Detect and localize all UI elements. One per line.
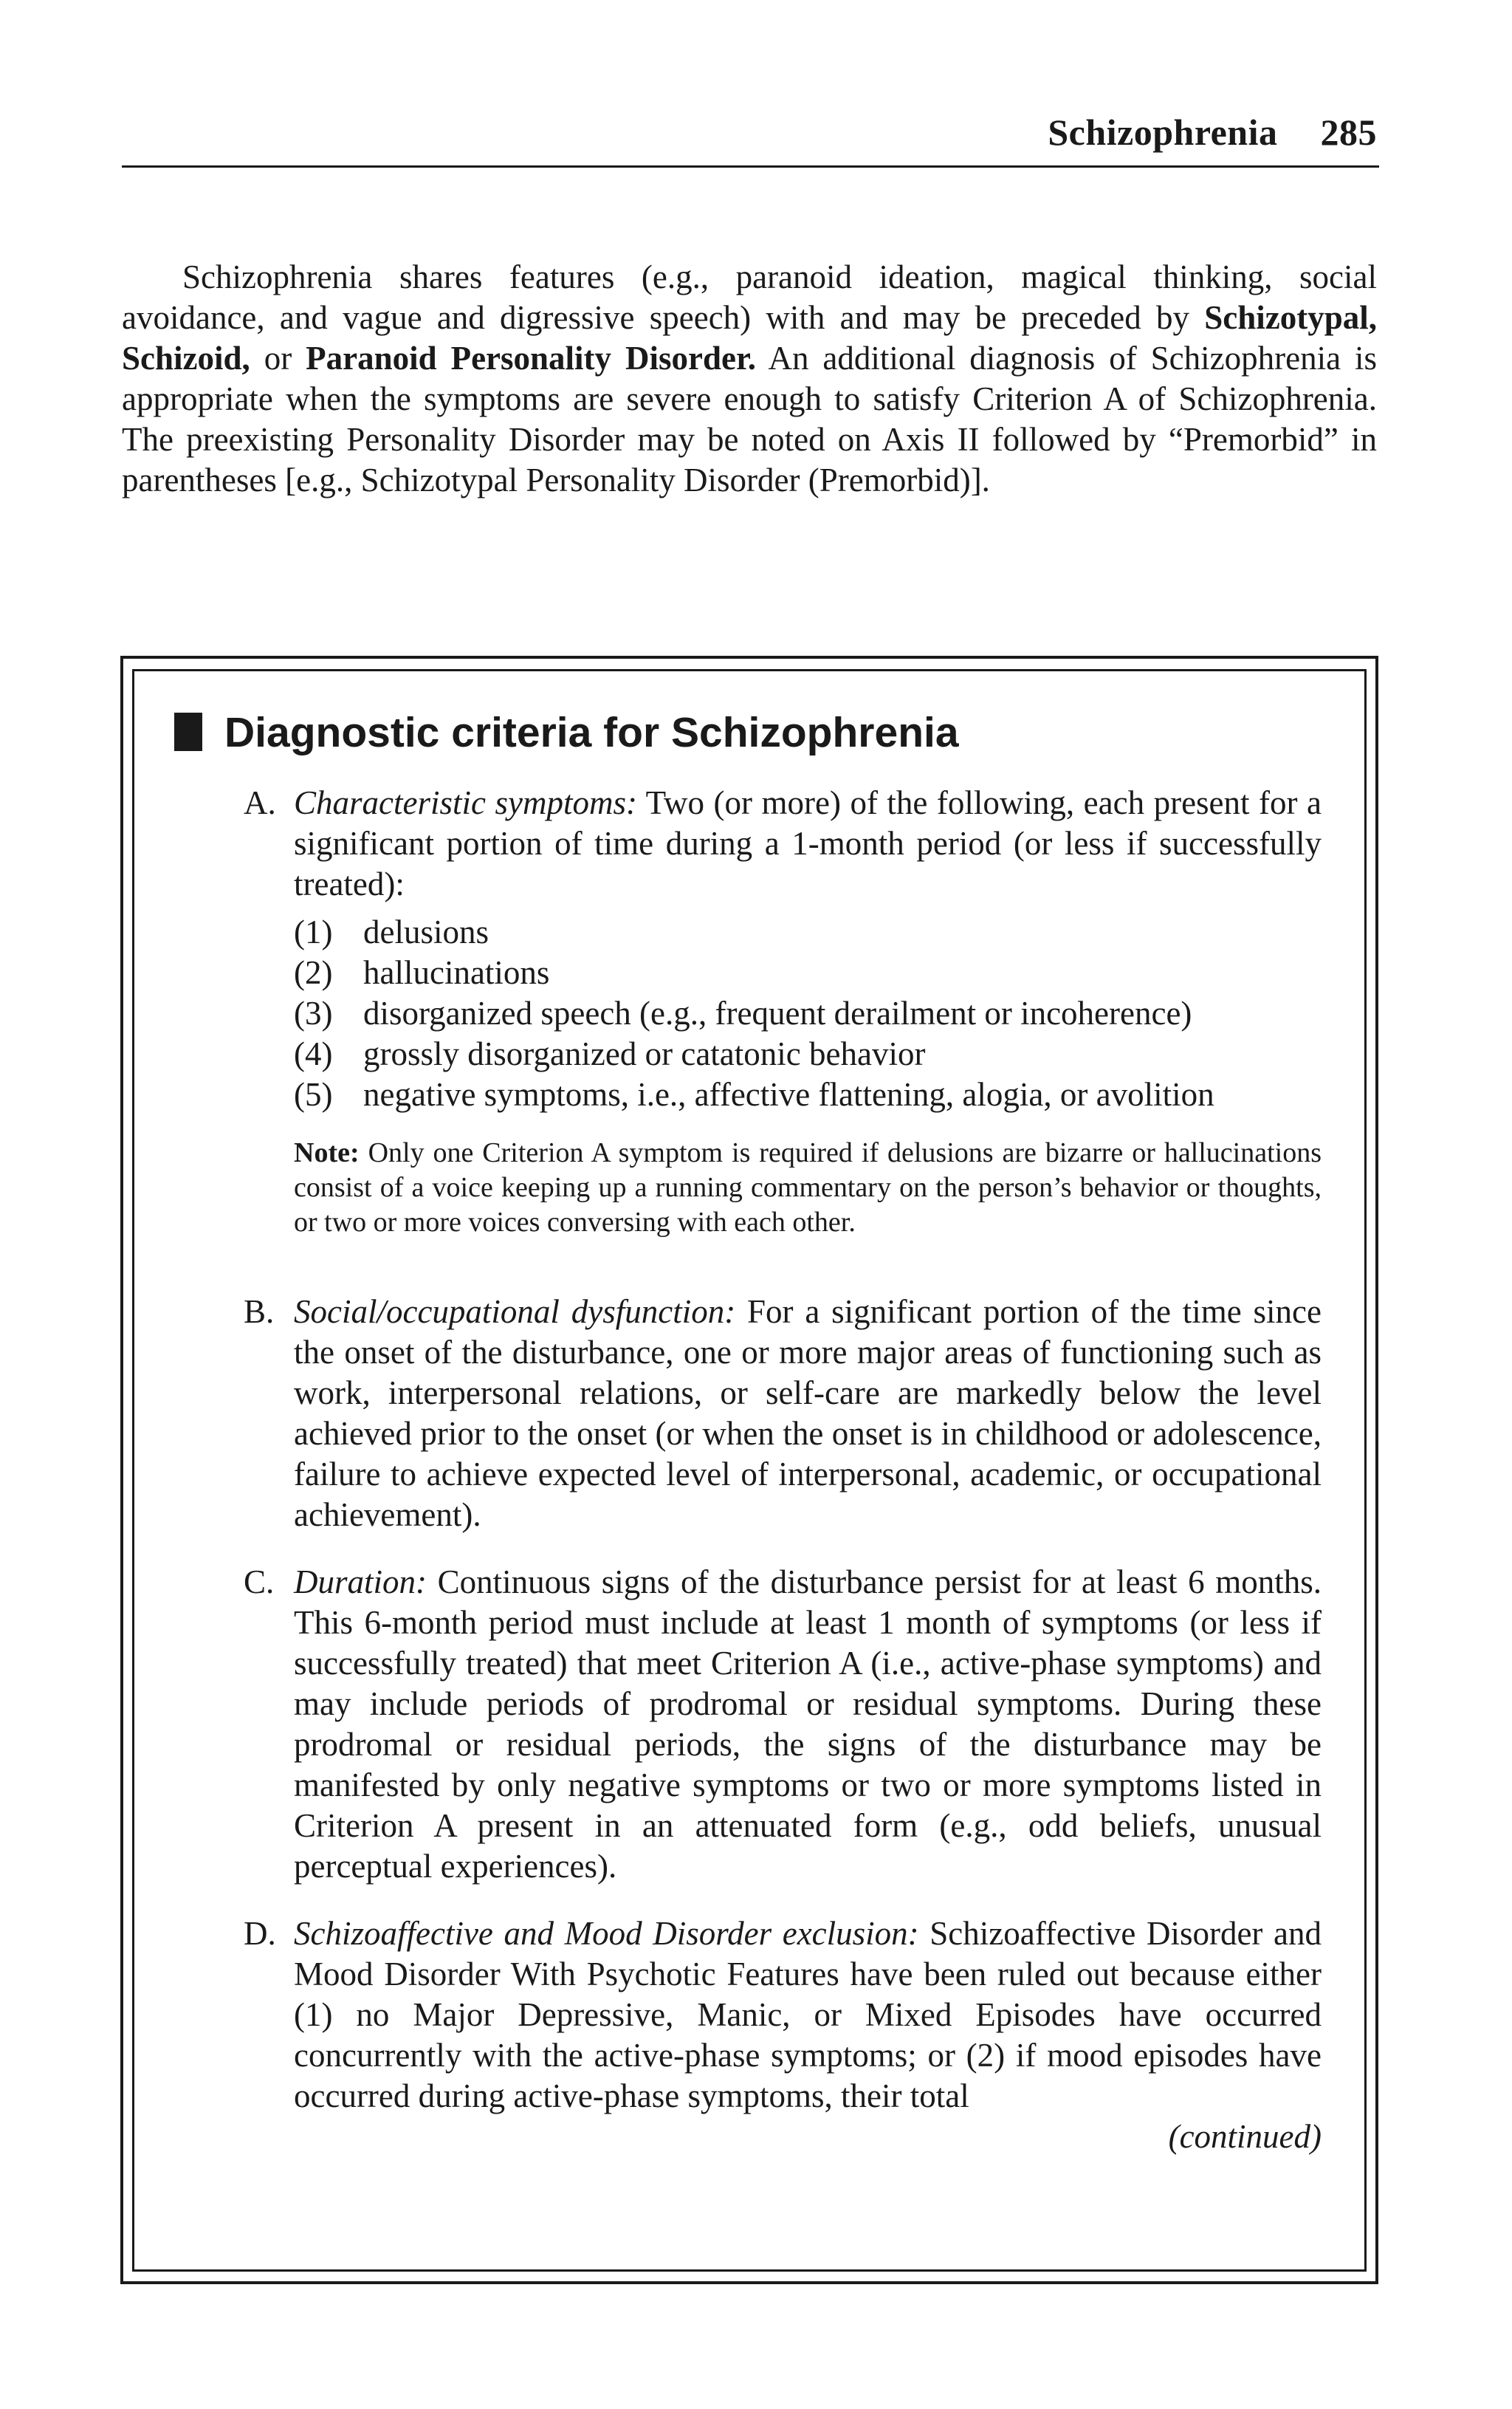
criterion-text: Continuous signs of the disturbance persist for at least 6 months. This 6-month period must include at least 1 month of symptoms (or less if successfully treated) that meet Criterion A (i.e., active-phase symptoms) and may include periods of prodromal or residual symptoms. During these prodromal or residual periods, the signs of the disturbance may be manifested by only negative symptoms or two or more symptoms listed in Criterion A present in an attenuated form (e.g., odd beliefs, unusual perceptual experiences). (294, 1563, 1322, 1885)
intro-paragraph (122, 257, 1377, 501)
criterion-letter: D. (244, 1915, 276, 1952)
symptom-number: (3) (294, 995, 333, 1032)
symptom-text: negative symptoms, i.e., affective flattening, alogia, or avolition (363, 1076, 1214, 1113)
symptom-text: hallucinations (363, 954, 550, 991)
criterion-c (244, 1562, 1322, 1887)
criteria-title-text: Diagnostic criteria for Schizophrenia (224, 709, 959, 756)
criterion-letter: A. (244, 784, 276, 821)
criterion-b (244, 1292, 1322, 1535)
criterion-a (244, 783, 1322, 1115)
symptom-item (294, 1034, 1322, 1075)
criterion-letter: C. (244, 1563, 275, 1600)
criterion-text: Two (or more) of the following, each present for a significant portion of time during a 1-month period (or less if successfully treated): (294, 784, 1322, 902)
criterion-letter: B. (244, 1293, 275, 1330)
note-label: Note: (294, 1137, 360, 1168)
symptom-text: disorganized speech (e.g., frequent derailment or incoherence) (363, 995, 1192, 1032)
symptom-text: grossly disorganized or catatonic behavior (363, 1035, 926, 1072)
header-rule (122, 165, 1379, 168)
page-number: 285 (1320, 112, 1377, 153)
symptom-item (294, 953, 1322, 993)
criteria-content (244, 783, 1322, 2157)
symptom-item (294, 912, 1322, 953)
criterion-heading: Characteristic symptoms: (294, 784, 637, 821)
symptom-text: delusions (363, 914, 489, 950)
criterion-a-note (294, 1136, 1322, 1240)
running-head (122, 111, 1377, 162)
criterion-d (244, 1913, 1322, 2157)
note-text: Only one Criterion A symptom is required if delusions are bizarre or hallucinations consist of a voice keeping up a running commentary on the person’s behavior or thoughts, or two or more voices conversing with each other. (294, 1137, 1322, 1238)
criterion-text: For a significant portion of the time since the onset of the disturbance, one or more major areas of functioning such as work, interpersonal relations, or self-care are markedly below the level achieved prior to the onset (or when the onset is in childhood or adolescence, failure to achieve expected level of interpersonal, academic, or occupational achievement). (294, 1293, 1322, 1533)
symptom-number: (2) (294, 954, 333, 991)
symptom-number: (4) (294, 1035, 333, 1072)
criterion-heading: Social/occupational dysfunction: (294, 1293, 736, 1330)
symptom-item (294, 1075, 1322, 1115)
intro-text-3: An additional diagnosis of Schizophrenia is appropriate when the symptoms are severe enough to satisfy Criterion A of Schizophrenia. The preexisting Personality Disorder may be noted on Axis II followed by “Premorbid” in parentheses [e.g., Schizotypal Personality Disorder (Premorbid)]. (122, 340, 1377, 498)
intro-text-2: or (250, 340, 306, 377)
criteria-title (174, 705, 1341, 761)
criterion-text: Schizoaffective Disorder and Mood Disorder With Psychotic Features have been ruled out because either (1) no Major Depressive, Manic, or Mixed Episodes have occurred concurrently with the active-phase symptoms; or (2) if mood episodes have occurred during active-phase symptoms, their total (294, 1915, 1322, 2114)
symptom-list (294, 912, 1322, 1115)
intro-text-1: Schizophrenia shares features (e.g., paranoid ideation, magical thinking, social avoidance, and vague and digressive speech) with and may be preceded by (122, 258, 1377, 336)
criterion-heading: Duration: (294, 1563, 427, 1600)
criterion-heading: Schizoaffective and Mood Disorder exclusion: (294, 1915, 919, 1952)
symptom-item (294, 993, 1322, 1034)
symptom-number: (5) (294, 1076, 333, 1113)
intro-bold-2: Paranoid Personality Disorder. (306, 340, 757, 377)
intro-bold-1: Schizotypal, Schizoid, (122, 299, 1377, 377)
symptom-number: (1) (294, 914, 333, 950)
running-head-title: Schizophrenia (1048, 112, 1278, 153)
continued-label: (continued) (1168, 2118, 1322, 2155)
square-bullet-icon (174, 713, 202, 751)
